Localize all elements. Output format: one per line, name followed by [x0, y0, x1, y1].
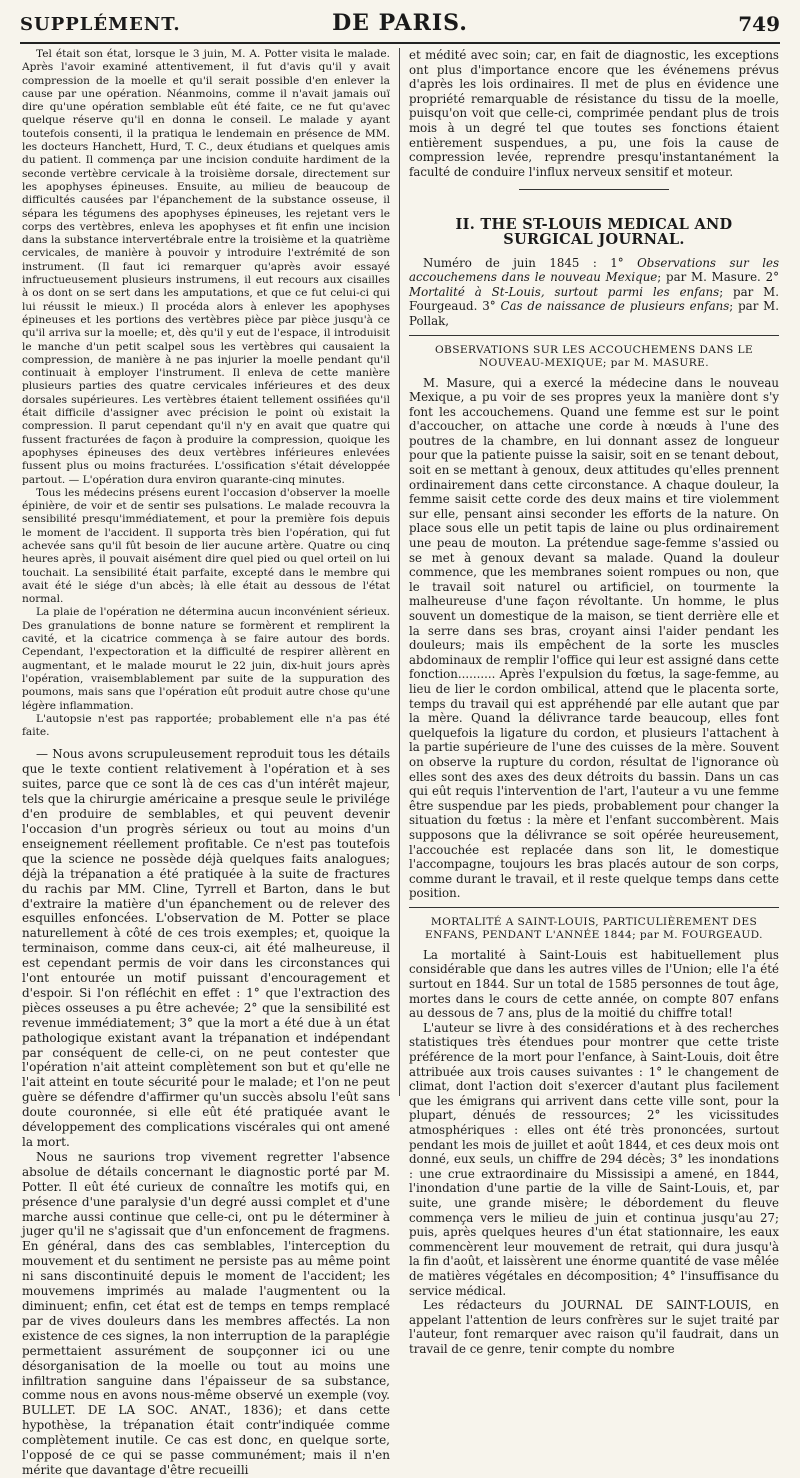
section-title: II. THE ST-LOUIS MEDICAL AND SURGICAL JOURNAL.	[455, 216, 733, 248]
header-title: DE PARIS.	[332, 10, 468, 36]
case-paragraph: L'autopsie n'est pas rapportée; probablement elle n'a pas été faite.	[22, 712, 390, 739]
continuation-paragraph: et médité avec soin; car, en fait de diagnostic, les exceptions ont plus d'importance encore que les événemens prévus d'après les lois ordinaires. Il met de plus en évidence une propriété remarquable de résistance du tissu de la moelle, puisqu'on voit que celle-ci, comprimée pendant plus de trois mois à un degré tel que toutes ses fonctions étaient entièrement suspendues, a pu, une fois la cause de compression levée, reprendre presqu'instantanément la faculté de conduire l'influx nerveux sensitif et moteur.	[409, 48, 779, 179]
case-paragraph: Tous les médecins présens eurent l'occasion d'observer la moelle épinière, de voir et de sentir ses pulsations. Le malade recouvra la sensibilité presqu'immédiatement, et pour la première fois depuis le moment de l'accident. Il supporta très bien l'opération, qui fut achevée sans qu'il fût besoin de lier aucune artère. Quatre ou cinq heures après, il pouvait aisément dire quel pied ou quel orteil on lui touchait. La sensibilité était parfaite, excepté dans le membre qui avait été le siége d'un abcès; là elle était au dessous de l'état normal.	[22, 486, 390, 606]
article-paragraph: Les rédacteurs du JOURNAL DE SAINT-LOUIS, en appelant l'attention de leurs confrères sur le sujet traité par l'auteur, font remarquer avec raison qu'il faudrait, dans un travail de ce genre, tenir compte du nombre	[409, 1298, 779, 1356]
page-number: 749	[738, 12, 780, 36]
article-rule	[409, 335, 779, 336]
issue-by-3: ; par M. Pollak,	[409, 299, 780, 328]
article-paragraph: La mortalité à Saint-Louis est habituellement plus considérable que dans les autres villes de l'Union; elle l'a été surtout en 1844. Sur un total de 1585 personnes de tout âge, mortes dans le cours de cette année, on compte 807 enfans au dessous de 7 ans, plus de la moitié du chiffre total!	[409, 947, 779, 1021]
issue-item-2: Mortalité à St-Louis, surtout parmi les enfans	[409, 284, 720, 299]
commentary-paragraph: Nous ne saurions trop vivement regretter l'absence absolue de détails concernant le diagnostic porté par M. Potter. Il eût été curieux de connaître les motifs qui, en présence d'une paralysie d'un degré aussi complet et d'une marche aussi continue que celle-ci, ont pu le déterminer à juger qu'il ne s'agissait que d'un enfoncement de fragmens. En général, dans des cas semblables, l'interception du mouvement et du sentiment ne persiste pas au même point ni sans discontinuité depuis le moment de l'accident; les mouvemens imprimés au malade l'augmentent ou la diminuent; enfin, cet état est de temps en temps remplacé par de vives douleurs dans les membres affectés. La non existence de ces signes, la non interruption de la paraplégie permettaient assurément de soupçonner ici ou une désorganisation de la moelle ou tout au moins une infiltration sanguine dans l'épaisseur de sa substance, comme nous en avons nous-même observé un exemple (voy. BULLET. DE LA SOC. ANAT., 1836); et dans cette hypothèse, la trépanation était contr'indiquée comme complètement inutile. Ce cas est donc, en quelque sorte, l'opposé de ce qui se passe communément; mais il n'en mérite que davantage d'être recueilli	[22, 1149, 390, 1477]
issue-by-2: ; par M. Fourgeaud. 3°	[409, 284, 779, 314]
article-title-mortalite: MORTALITÉ A SAINT-LOUIS, PARTICULIÈREMENT DES ENFANS, PENDANT L'ANNÉE 1844; par M. FOURGEAUD.	[425, 915, 763, 941]
header-rule	[20, 42, 780, 44]
article-title-accouchemens: OBSERVATIONS SUR LES ACCOUCHEMENS DANS LE NOUVEAU-MEXIQUE; par M. MASURE.	[434, 343, 754, 369]
case-paragraph: La plaie de l'opération ne détermina aucun inconvénient sérieux. Des granulations de bonne nature se formèrent et remplirent la cavité, et la cicatrice commença à se faire autour des bords. Cependant, l'expectoration et la difficulté de respirer allèrent en augmentant, et le malade mourut le 22 juin, dix-huit jours après l'opération, vraisemblablement par suite de la suppuration des poumons, mais sans que l'opération eût produit autre chose qu'une légère inflammation.	[22, 606, 390, 712]
issue-item-1: Observations sur les accouchemens dans le nouveau Mexique	[409, 255, 779, 285]
page-header	[20, 8, 780, 38]
issue-summary	[409, 256, 779, 329]
issue-item-3: Cas de naissance de plusieurs enfans	[500, 299, 730, 314]
section-divider	[519, 189, 669, 190]
article-paragraph: M. Masure, qui a exercé la médecine dans le nouveau Mexique, a pu voir de ses propres yeux la manière dont s'y font les accouchemens. Quand une femme est sur le point d'accoucher, on attache une corde à nœuds à l'une des poutres de la chambre, en lui donnant assez de longueur pour que la patiente puisse la saisir, soit en se tenant debout, soit en se mettant à genoux, deux attitudes qu'elles prennent ordinairement dans cette circonstance. A chaque douleur, la femme saisit cette corde des deux mains et tire violemment sur elle, pensant ainsi seconder les efforts de la nature. On place sous elle un petit tapis de laine ou plus ordinairement une peau de mouton. La prétendue sage-femme s'assied ou se met à genoux devant sa malade. Quand la douleur commence, que les membranes soient rompues ou non, que le travail soit naturel ou artificiel, on tourmente la malheureuse d'une façon révoltante. Un homme, le plus souvent un domestique de la maison, se tient derrière elle et la serre dans ses bras, croyant ainsi l'aider pendant les douleurs; mais ils empêchent de la sorte les muscles abdominaux de remplir l'office qui leur est assigné dans cette fonction.......... Après l'expulsion du fœtus, la sage-femme, au lieu de lier le cordon ombilical, attend que le placenta sorte, temps du travail qui est appréhendé par elle autant que par la mère. Quand la délivrance tarde beaucoup, elles font quelquefois la ligature du cordon, et plusieurs l'attachent à la partie supérieure de l'une des cuisses de la mère. Souvent on observe la rupture du cordon, résultat de l'ignorance où elles sont des axes des deux détroits du bassin. Dans un cas qui eût requis l'intervention de l'art, l'auteur a vu une femme être suspendue par les pieds, probablement pour changer la situation du fœtus : la mère et l'enfant succombèrent. Mais supposons que la délivrance se soit opérée heureusement, l'accouchée est replacée dans son lit, le domestique l'accompagne, toujours les bras placés autour de son corps, comme durant le travail, et il reste quelque temps dans cette position.	[409, 375, 779, 901]
issue-prefix: Numéro de juin 1845 : 1°	[423, 255, 638, 270]
column-separator	[399, 48, 400, 1096]
header-supplement-label: SUPPLÉMENT.	[20, 14, 181, 35]
article-rule	[409, 907, 779, 908]
issue-by-1: ; par M. Masure. 2°	[657, 270, 779, 285]
case-paragraph: Tel était son état, lorsque le 3 juin, M. A. Potter visita le malade. Après l'avoir examiné attentivement, il fut d'avis qu'il y avait compression de la moelle et qu'il serait possible d'en enlever la cause par une opération. Néanmoins, comme il n'avait jamais ouï dire qu'une opération semblable eût été faite, ce ne fut qu'avec quelque réserve qu'il en donna le conseil. Le malade y ayant toutefois consenti, il la pratiqua le lendemain en présence de MM. les docteurs Hanchett, Hurd, T. C., deux étudians et quelques amis du patient. Il commença par une incision conduite hardiment de la seconde vertèbre cervicale à la troisième dorsale, directement sur les apophyses épineuses. Ensuite, au milieu de beaucoup de difficultés causées par l'épanchement de la substance osseuse, il sépara les tégumens des apophyses épineuses, les rejetant vers le corps des vertèbres, enleva les apophyses et fit enfin une incision dans la substance intervertébrale entre la troisième et la quatrième cervicales, de manière à pouvoir y introduire l'extrémité de son instrument. (Il faut ici remarquer qu'après avoir essayé infructueusement plusieurs instrumens, il eut recours aux cisailles à os dont on se sert dans les amputations, et que ce fut celui-ci qui lui réussit le mieux.) Il procéda alors à enlever les apophyses épineuses et les portions des vertèbres pièce par pièce jusqu'à ce qu'il arriva sur la moelle; et, dès qu'il y eut de l'espace, il introduisit le manche d'un petit scalpel sous les vertèbres qui causaient la compression, de manière à ne pas injurier la moelle pendant qu'il continuait à employer l'instrument. Il enleva de cette manière plusieurs parties des quatre cervicales inférieures et des deux dorsales supérieures. Les vertèbres étaient tellement ossifiées qu'il était difficile d'assigner avec précision le point où existait la compression. Il parut cependant qu'il n'y en avait que quatre qui fussent fracturées de façon à produire la compression, quoique les apophyses épineuses des deux vertèbres inférieures enlevées fussent plus ou moins fracturées. L'ossification s'était développée partout. — L'opération dura environ quarante-cinq minutes.	[22, 48, 390, 486]
right-column	[409, 48, 780, 1356]
left-column	[22, 48, 390, 1477]
commentary-paragraph: — Nous avons scrupuleusement reproduit tous les détails que le texte contient relativement à l'opération et à ses suites, parce que ce sont là de ces cas d'un intérêt majeur, tels que la chirurgie américaine a presque seule le privilége d'en produire de semblables, et qui peuvent devenir l'occasion d'un progrès sérieux ou tout au moins d'un enseignement réellement profitable. Ce n'est pas toutefois que la science ne possède déjà quelques faits analogues; déjà la trépanation a été pratiquée à la suite de fractures du rachis par MM. Cline, Tyrrell et Barton, dans le but d'extraire la matière d'un épanchement ou de relever des esquilles enfoncées. L'observation de M. Potter se place naturellement à côté de ces trois exemples; et, quoique la terminaison, comme dans ceux-ci, ait été malheureuse, il est cependant permis de voir dans les circonstances qui l'ont entourée un motif puissant d'encouragement et d'espoir. Si l'on réfléchit en effet : 1° que l'extraction des pièces osseuses a pu être achevée; 2° que la sensibilité est revenue immédiatement; 3° que la mort a été due à un état pathologique existant avant la trépanation et indépendant par conséquent de celle-ci, on ne peut contester que l'opération n'ait atteint complètement son but et qu'elle ne l'ait atteint en toute sécurité pour le malade; et l'on ne peut guère se défendre d'affirmer qu'un succès absolu l'eût sans doute couronnée, si elle eût été pratiquée avant le développement des complications viscérales qui ont amené la mort.	[22, 747, 390, 1149]
article-paragraph: L'auteur se livre à des considérations et à des recherches statistiques très étendues pour montrer que cette triste préférence de la mort pour l'enfance, à Saint-Louis, doit être attribuée aux trois causes suivantes : 1° le changement de climat, dont l'action doit s'exercer d'autant plus facilement que les émigrans qui arrivent dans cette ville sont, pour la plupart, dénués de ressources; 2° les vicissitudes atmosphériques : elles ont été très prononcées, surtout pendant les mois de juillet et août 1844, et ces deux mois ont donné, eux seuls, un chiffre de 294 décès; 3° les inondations : une crue extraordinaire du Mississipi a amené, en 1844, l'inondation d'une partie de la ville de Saint-Louis, et, par suite, une grande misère; le débordement du fleuve commença vers le milieu de juin et continua jusqu'au 27; puis, après quelques heures d'un état stationnaire, les eaux commencèrent leur mouvement de retrait, qui dura jusqu'à la fin d'août, et laissèrent une énorme quantité de vase mêlée de matières végétales en décomposition; 4° l'insuffisance du service médical.	[409, 1020, 779, 1298]
